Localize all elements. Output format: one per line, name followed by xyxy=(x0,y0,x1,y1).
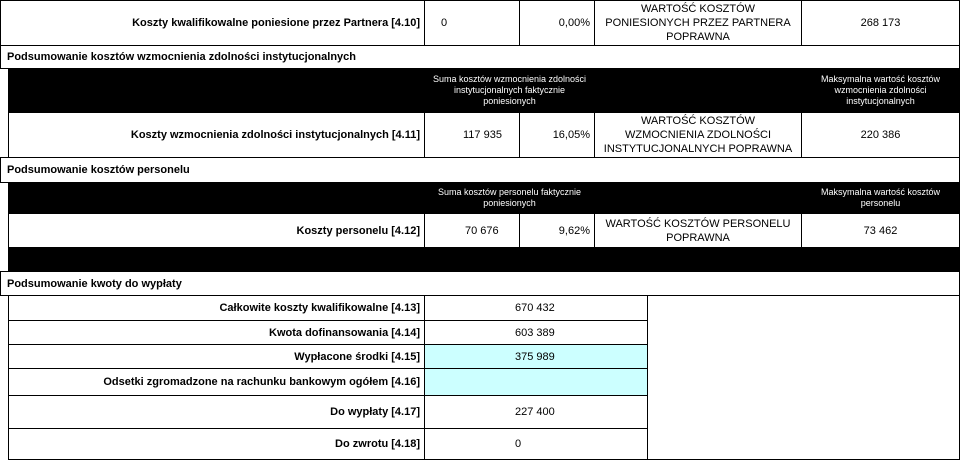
payout-row-label: Do zwrotu [4.18] xyxy=(8,428,425,460)
partner-costs-percent: 0,00% xyxy=(519,0,595,46)
payout-section-title: Podsumowanie kwoty do wypłaty xyxy=(0,271,960,296)
payout-row-label: Do wypłaty [4.17] xyxy=(8,395,425,429)
partner-costs-correct-label: WARTOŚĆ KOSZTÓW PONIESIONYCH PRZEZ PARTNERA POPRAWNA xyxy=(594,0,802,46)
personnel-max-value: 73 462 xyxy=(801,213,960,248)
payout-right-frame xyxy=(647,295,960,460)
personnel-costs-percent: 9,62% xyxy=(519,213,595,248)
institutional-max-value: 220 386 xyxy=(801,112,960,158)
payout-row-value: 0 xyxy=(424,428,648,460)
payout-row-label: Kwota dofinansowania [4.14] xyxy=(8,320,425,345)
partner-costs-value: 268 173 xyxy=(801,0,960,46)
partner-costs-label: Koszty kwalifikowalne poniesione przez Partnera [4.10] xyxy=(0,0,425,46)
payout-row-label: Całkowite koszty kwalifikowalne [4.13] xyxy=(8,295,425,321)
institutional-costs-amount: 117 935 xyxy=(424,112,520,158)
institutional-header-blank xyxy=(8,68,425,113)
personnel-costs-label: Koszty personelu [4.12] xyxy=(8,213,425,248)
payout-row-value: 375 989 xyxy=(424,344,648,369)
payout-row-label: Odsetki zgromadzone na rachunku bankowym ogółem [4.16] xyxy=(8,368,425,396)
personnel-costs-amount: 70 676 xyxy=(424,213,520,248)
separator-bar xyxy=(8,247,960,272)
institutional-header-max: Maksymalna wartość kosztów wzmocnienia zdolności instytucjonalnych xyxy=(801,68,960,113)
partner-costs-amount: 0 xyxy=(424,0,520,46)
personnel-section-title: Podsumowanie kosztów personelu xyxy=(0,157,960,183)
personnel-header-spacer xyxy=(594,182,802,214)
personnel-header-blank xyxy=(8,182,425,214)
payout-row-value: 670 432 xyxy=(424,295,648,321)
personnel-header-sum: Suma kosztów personelu faktycznie poniesionych xyxy=(424,182,595,214)
institutional-header-sum: Suma kosztów wzmocnienia zdolności instytucjonalnych faktycznie poniesionych xyxy=(424,68,595,113)
institutional-correct-label: WARTOŚĆ KOSZTÓW WZMOCNIENIA ZDOLNOŚCI INSTYTUCJONALNYCH POPRAWNA xyxy=(594,112,802,158)
institutional-costs-label: Koszty wzmocnienia zdolności instytucjonalnych [4.11] xyxy=(8,112,425,158)
institutional-costs-percent: 16,05% xyxy=(519,112,595,158)
interest-input[interactable] xyxy=(424,368,648,396)
institutional-header-spacer xyxy=(594,68,802,113)
payout-row-value: 227 400 xyxy=(424,395,648,429)
payout-row-value: 603 389 xyxy=(424,320,648,345)
personnel-header-max: Maksymalna wartość kosztów personelu xyxy=(801,182,960,214)
payout-row-label: Wypłacone środki [4.15] xyxy=(8,344,425,369)
personnel-correct-label: WARTOŚĆ KOSZTÓW PERSONELU POPRAWNA xyxy=(594,213,802,248)
institutional-section-title: Podsumowanie kosztów wzmocnienia zdolności instytucjonalnych xyxy=(0,45,960,69)
